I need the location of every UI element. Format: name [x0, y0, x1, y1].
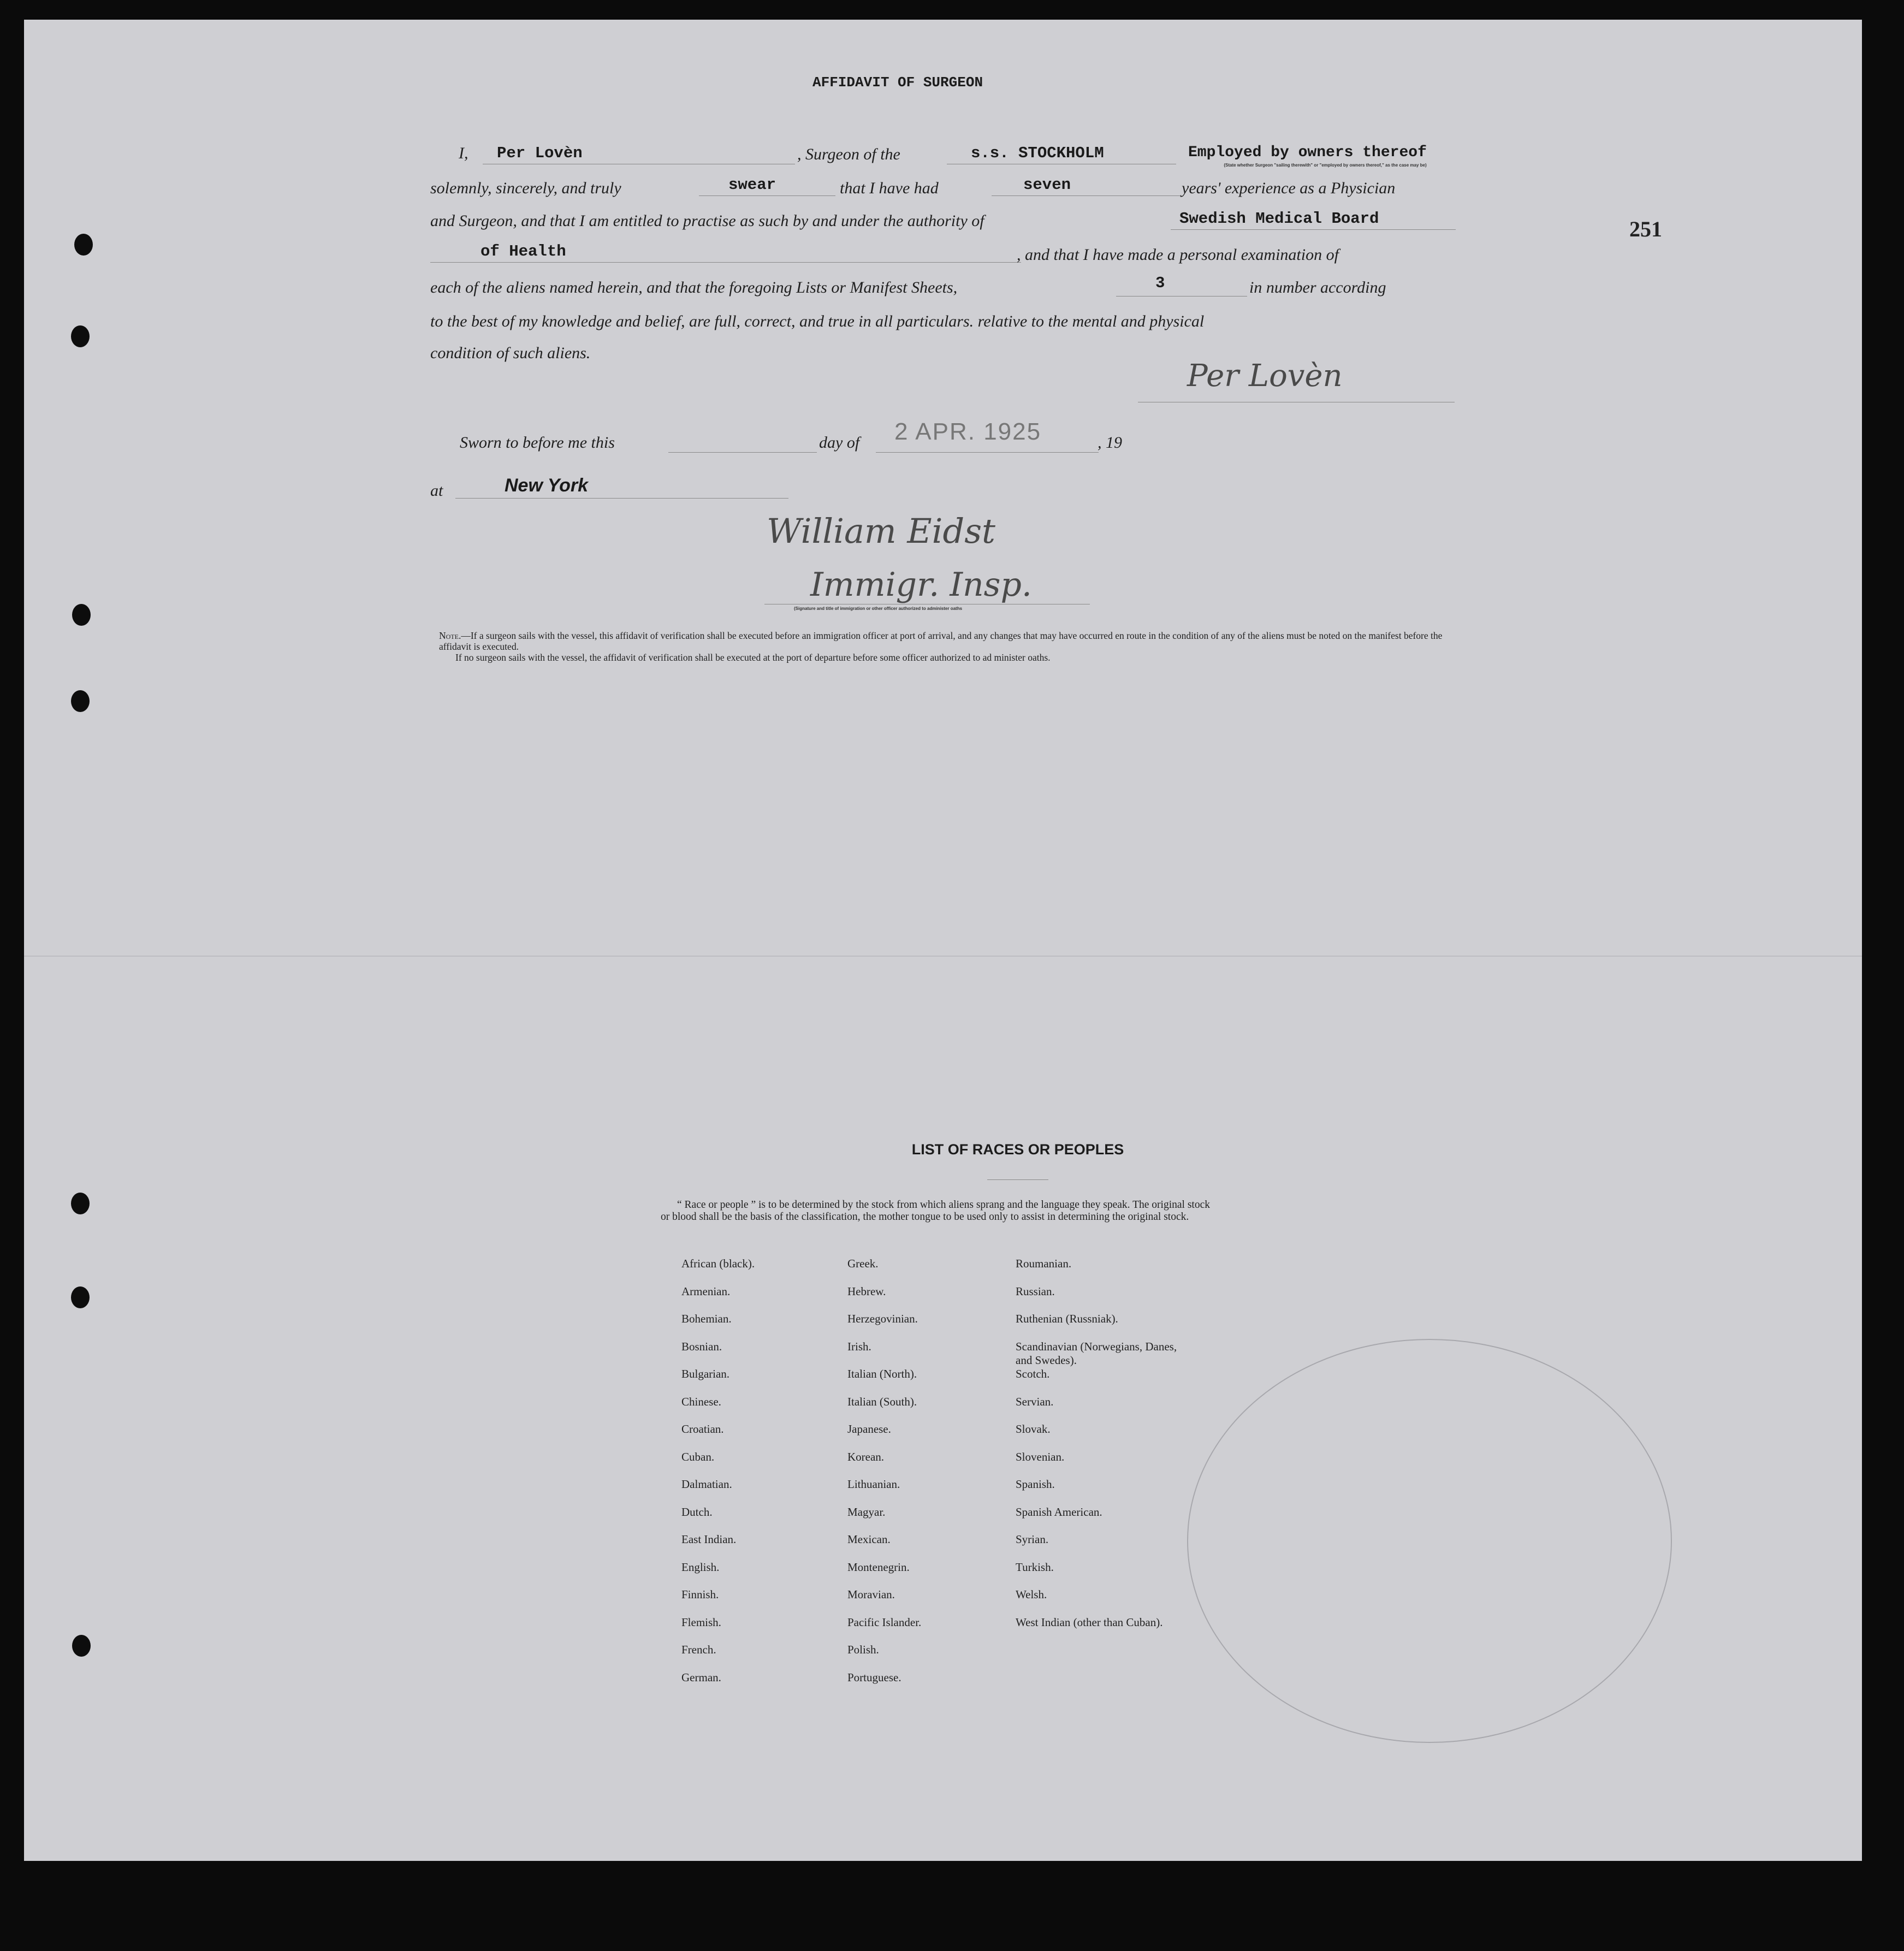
year-prefix-text: , 19 [1098, 434, 1122, 452]
race-entry: Spanish. [1016, 1478, 1055, 1491]
race-entry: Japanese. [847, 1422, 891, 1436]
authority-line [1171, 229, 1456, 230]
race-entry: Portuguese. [847, 1670, 901, 1684]
binder-hole [74, 234, 93, 256]
line5-end-text: in number according [1249, 278, 1386, 296]
binder-hole [72, 604, 91, 626]
race-entry: Croatian. [681, 1422, 724, 1436]
authority-field-continued: of Health [481, 242, 566, 260]
at-text: at [430, 482, 443, 500]
races-column-2 [847, 1257, 921, 1698]
race-entry: Russian. [1016, 1284, 1055, 1298]
race-entry: Ruthenian (Russniak). [1016, 1312, 1118, 1325]
race-entry: Chinese. [681, 1395, 721, 1408]
race-entry: Spanish American. [1016, 1505, 1102, 1519]
affidavit-title: AFFIDAVIT OF SURGEON [812, 74, 983, 91]
line7-text: condition of such aliens. [430, 344, 591, 362]
race-entry: Lithuanian. [847, 1478, 900, 1491]
pronoun-text: I, [459, 144, 468, 162]
page-number: 251 [1629, 217, 1662, 241]
race-entry: Finnish. [681, 1588, 719, 1601]
race-entry: German. [681, 1670, 721, 1684]
officer-title-handwritten: Immigr. Insp. [810, 566, 1032, 604]
day-of-text: day of [819, 434, 860, 452]
race-entry: Welsh. [1016, 1588, 1047, 1601]
oath-line [699, 195, 835, 196]
margin-handwriting [46, 49, 87, 66]
employment-field: Employed by owners thereof [1188, 144, 1427, 161]
race-entry: Korean. [847, 1450, 885, 1463]
race-entry: Cuban. [681, 1450, 715, 1463]
race-entry: Hebrew. [847, 1284, 886, 1298]
employment-instruction: (State whether Surgeon "sailing therewith" or "employed by owners thereof," as the case may be) [1224, 163, 1427, 168]
race-entry: Magyar. [847, 1505, 886, 1519]
race-entry: Turkish. [1016, 1560, 1054, 1574]
race-entry: Polish. [847, 1643, 879, 1656]
race-entry: Slovak. [1016, 1422, 1051, 1436]
years-field: seven [1023, 176, 1071, 194]
note-paragraph-2: If no surgeon sails with the vessel, the affidavit of verification shall be executed at the port of departure before some officer authorized to ad minister oaths. [455, 652, 1051, 663]
officer-signature: William Eidst [767, 511, 995, 551]
race-entry: Mexican. [847, 1533, 891, 1546]
race-entry: Greek. [847, 1257, 879, 1270]
sworn-text: Sworn to before me this [460, 434, 615, 452]
race-entry: French. [681, 1643, 716, 1656]
affidavit-note [439, 630, 1460, 663]
sworn-month-line [876, 452, 1099, 453]
line2-mid-text: that I have had [840, 179, 939, 197]
race-entry: Dalmatian. [681, 1478, 732, 1491]
races-intro: “ Race or people ” is to be determined by the stock from which aliens sprang and the language they speak. The original stock or blood shall be the basis of the classification, the mother tongue to be used only to assist in determining the original stock. [661, 1199, 1210, 1223]
line2-end-text: years' experience as a Physician [1182, 179, 1396, 197]
race-entry: Irish. [847, 1339, 871, 1353]
race-entry: Scandinavian (Norwegians, Danes, and Swedes). [1016, 1339, 1177, 1367]
faint-oval-mark [1187, 1339, 1672, 1743]
line3-text: and Surgeon, and that I am entitled to practise as such by and under the authority of [430, 212, 984, 230]
oath-field: swear [728, 176, 776, 194]
manifest-page [24, 20, 1862, 1861]
race-entry: Bosnian. [681, 1339, 722, 1353]
binder-hole [71, 1193, 90, 1214]
race-entry: Flemish. [681, 1615, 721, 1629]
sheets-count-field: 3 [1155, 274, 1165, 292]
race-entry: Bohemian. [681, 1312, 732, 1325]
race-entry: Bulgarian. [681, 1367, 730, 1380]
binder-hole [71, 690, 90, 712]
note-paragraph-1: —If a surgeon sails with the vessel, this affidavit of verification shall be executed before an immigration officer at port of arrival, and any changes that may have occurred en route in the condition of any of the aliens must be noted on the manifest before the affidavit is executed. [439, 630, 1443, 652]
race-entry: Scotch. [1016, 1367, 1050, 1380]
line5-start-text: each of the aliens named herein, and that the foregoing Lists or Manifest Sheets, [430, 278, 958, 296]
date-stamp: 2 APR. 1925 [894, 418, 1042, 445]
race-entry: Montenegrin. [847, 1560, 910, 1574]
place-field: New York [505, 475, 589, 496]
race-entry: Moravian. [847, 1588, 895, 1601]
line4-end-text: , and that I have made a personal examination of [1017, 246, 1339, 264]
race-entry: Syrian. [1016, 1533, 1049, 1546]
races-title: LIST OF RACES OR PEOPLES [911, 1141, 1124, 1158]
authority-line-continued [430, 262, 1021, 263]
races-column-1 [681, 1257, 755, 1698]
race-entry: Servian. [1016, 1395, 1054, 1408]
fold-crease [24, 956, 1862, 957]
race-entry: Italian (North). [847, 1367, 917, 1380]
race-entry: Slovenian. [1016, 1450, 1065, 1463]
races-title-rule [987, 1179, 1048, 1180]
binder-hole [71, 1286, 90, 1308]
race-entry: West Indian (other than Cuban). [1016, 1615, 1163, 1629]
sworn-day-line [668, 452, 817, 453]
line6-text: to the best of my knowledge and belief, are full, correct, and true in all particulars. relative to the mental and physical [430, 312, 1205, 330]
place-line [455, 498, 788, 499]
races-column-3 [1016, 1257, 1185, 1643]
binder-hole [71, 325, 90, 347]
race-entry: Armenian. [681, 1284, 731, 1298]
race-entry: English. [681, 1560, 720, 1574]
vessel-name-field: s.s. STOCKHOLM [971, 144, 1104, 162]
officer-caption: (Signature and title of immigration or other officer authorized to administer oaths [794, 606, 963, 611]
race-entry: African (black). [681, 1257, 755, 1270]
race-entry: Pacific Islander. [847, 1615, 922, 1629]
race-entry: Italian (South). [847, 1395, 917, 1408]
note-label: Note. [439, 630, 461, 641]
race-entry: East Indian. [681, 1533, 737, 1546]
binder-hole [72, 1635, 91, 1657]
authority-field: Swedish Medical Board [1179, 210, 1379, 228]
years-line [992, 195, 1182, 196]
surgeon-name-field: Per Lovèn [497, 144, 583, 162]
surgeon-signature: Per Lovèn [1187, 358, 1343, 394]
race-entry: Herzegovinian. [847, 1312, 918, 1325]
race-entry: Roumanian. [1016, 1257, 1072, 1270]
surgeon-of-text: , Surgeon of the [797, 145, 900, 163]
race-entry: Dutch. [681, 1505, 713, 1519]
line2-start-text: solemnly, sincerely, and truly [430, 179, 621, 197]
